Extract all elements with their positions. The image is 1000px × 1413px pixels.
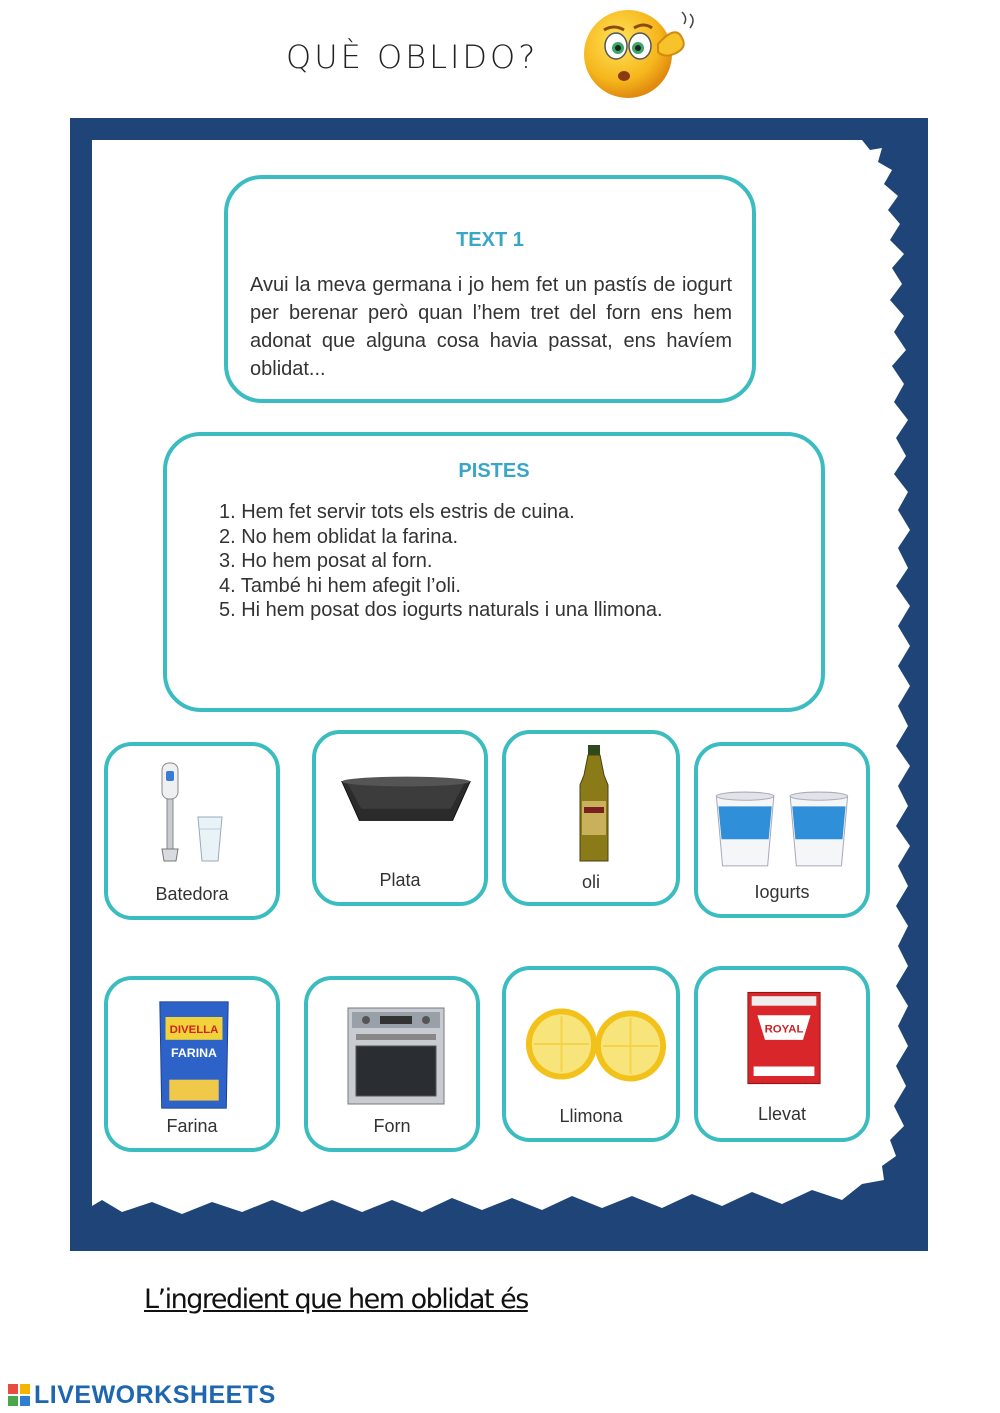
clues-box-title: PISTES — [458, 460, 530, 482]
page-title: QUÈ OBLIDO? — [286, 38, 539, 76]
clue-item: 1. Hem fet servir tots els estris de cuina. — [219, 501, 575, 523]
clue-item: 5. Hi hem posat dos iogurts naturals i una llimona. — [219, 599, 663, 621]
card-oli — [502, 730, 680, 906]
text-box-body: Avui la meva germana i jo hem fet un pastís de iogurt per berenar però quan l’hem tret del forn ens hem adonat que alguna cosa havia passat, ens havíem oblidat... — [250, 274, 732, 380]
clue-item: 4. També hi hem afegit l’oli. — [219, 574, 461, 597]
lemon-halves-icon — [522, 1004, 670, 1084]
baking-powder-icon — [746, 988, 822, 1088]
svg-text:DIVELLA: DIVELLA — [169, 1024, 219, 1037]
card-label: Batedora — [155, 884, 229, 904]
text-box-title: TEXT 1 — [456, 229, 524, 251]
svg-text:FARINA: FARINA — [171, 1045, 217, 1060]
oil-bottle-icon — [574, 744, 614, 866]
answer-prompt: L’ingredient que hem oblidat és — [144, 1284, 528, 1315]
card-llevat — [694, 966, 870, 1142]
card-label: Forn — [373, 1116, 411, 1136]
clue-item: 2. No hem oblidat la farina. — [219, 525, 459, 548]
yogurt-cups-icon — [710, 790, 854, 872]
card-batedora — [104, 742, 280, 920]
card-iogurts — [694, 742, 870, 918]
text-box — [224, 175, 756, 403]
footer-brand — [8, 1381, 276, 1409]
card-label: Iogurts — [754, 882, 810, 902]
card-label: Llevat — [757, 1104, 807, 1124]
card-label: Llimona — [559, 1106, 623, 1126]
clues-list — [219, 500, 663, 623]
clues-box — [163, 432, 825, 712]
card-farina — [104, 976, 280, 1152]
card-label: Plata — [379, 870, 421, 890]
card-label: oli — [581, 872, 600, 892]
card-plata — [312, 730, 488, 906]
flour-bag-icon — [156, 996, 232, 1114]
card-label: Farina — [166, 1116, 218, 1136]
card-llimona — [502, 966, 680, 1142]
thinking-face-icon — [578, 4, 700, 100]
svg-text:ROYAL: ROYAL — [764, 1023, 804, 1036]
liveworksheets-logo-icon — [8, 1384, 30, 1406]
oven-icon — [346, 1006, 446, 1106]
card-forn — [304, 976, 480, 1152]
brand-name: LIVEWORKSHEETS — [34, 1380, 276, 1409]
clue-item: 3. Ho hem posat al forn. — [219, 550, 433, 572]
baking-tray-icon — [338, 768, 474, 830]
hand-blender-icon — [152, 760, 232, 872]
